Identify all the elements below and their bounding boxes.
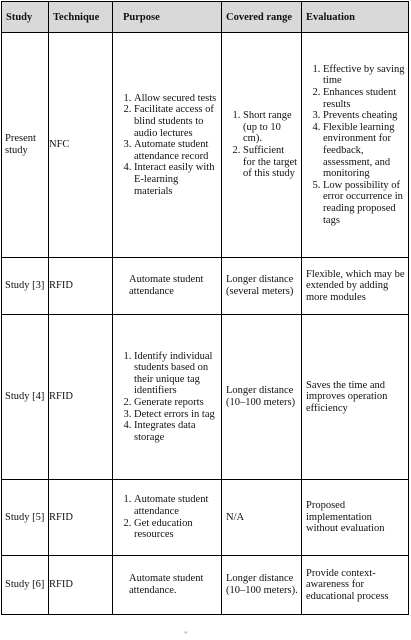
table-row	[2, 315, 409, 480]
cell-study: Study [4]	[2, 315, 49, 480]
cell-covered-range: Longer distance (several meters)	[222, 258, 302, 315]
cell-covered-range: Longer distance (10–100 meters).	[222, 556, 302, 615]
table-row	[2, 556, 409, 615]
cell-evaluation: Proposed implementation without evaluation	[302, 480, 409, 556]
list-item: 1. Allow secured tests	[134, 93, 219, 105]
header-study: Study	[2, 2, 49, 33]
cell-purpose	[113, 33, 222, 258]
evaluation-list	[302, 64, 408, 226]
table-row	[2, 33, 409, 258]
list-item: 1. Effective by saving time	[323, 64, 406, 87]
cell-study: Study [5]	[2, 480, 49, 556]
list-item: 3. Prevents cheating	[323, 110, 406, 122]
list-item: 4. Flexible learning environment for feedback, assessment, and monitoring	[323, 122, 406, 180]
cell-evaluation: Provide context-awareness for educational process	[302, 556, 409, 615]
list-item: 4. Integrates data storage	[134, 420, 219, 443]
list-item: 3. Automate student attendance record	[134, 139, 219, 162]
header-evaluation: Evaluation	[302, 2, 409, 33]
list-item: 2. Get education resources	[134, 518, 219, 541]
list-item: 1. Identify individual students based on their unique tag identifiers	[134, 351, 219, 397]
cell-purpose	[113, 315, 222, 480]
cell-technique: RFID	[49, 480, 113, 556]
cell-evaluation: Flexible, which may be extended by adding more modules	[302, 258, 409, 315]
list-item: 2. Enhances student results	[323, 87, 406, 110]
list-item: 2. Generate reports	[134, 397, 219, 409]
list-item: 2. Facilitate access of blind students to audio lectures	[134, 104, 219, 139]
list-item: 1. Short range (up to 10 cm).	[243, 110, 299, 145]
cell-technique: RFID	[49, 258, 113, 315]
purpose-list	[113, 351, 221, 444]
cell-covered-range	[222, 33, 302, 258]
purpose-list	[113, 93, 221, 197]
list-item: 4. Interact easily with E-learning materials	[134, 162, 219, 197]
cell-evaluation	[302, 33, 409, 258]
header-purpose: Purpose	[113, 2, 222, 33]
header-row	[2, 2, 409, 33]
cell-purpose: Automate student attendance.	[113, 556, 222, 615]
header-covered-range: Covered range	[222, 2, 302, 33]
header-technique: Technique	[49, 2, 113, 33]
cell-study: Present study	[2, 33, 49, 258]
cell-technique: RFID	[49, 315, 113, 480]
list-item: 3. Detect errors in tag	[134, 409, 219, 421]
list-item: 2. Sufficient for the target of this study	[243, 145, 299, 180]
cell-technique: NFC	[49, 33, 113, 258]
cell-study: Study [3]	[2, 258, 49, 315]
cell-covered-range: Longer distance (10–100 meters)	[222, 315, 302, 480]
page-footer-mark: "	[184, 630, 188, 640]
list-item: 5. Low possibility of error occurrence in reading proposed tags	[323, 180, 406, 226]
cell-technique: RFID	[49, 556, 113, 615]
table-row	[2, 480, 409, 556]
cell-evaluation: Saves the time and improves operation efficiency	[302, 315, 409, 480]
cell-purpose: Automate student attendance	[113, 258, 222, 315]
cell-study: Study [6]	[2, 556, 49, 615]
comparison-table	[1, 1, 409, 615]
cell-purpose	[113, 480, 222, 556]
purpose-list	[113, 494, 221, 540]
table-row	[2, 258, 409, 315]
range-list	[222, 110, 301, 180]
list-item: 1. Automate student attendance	[134, 494, 219, 517]
cell-covered-range: N/A	[222, 480, 302, 556]
